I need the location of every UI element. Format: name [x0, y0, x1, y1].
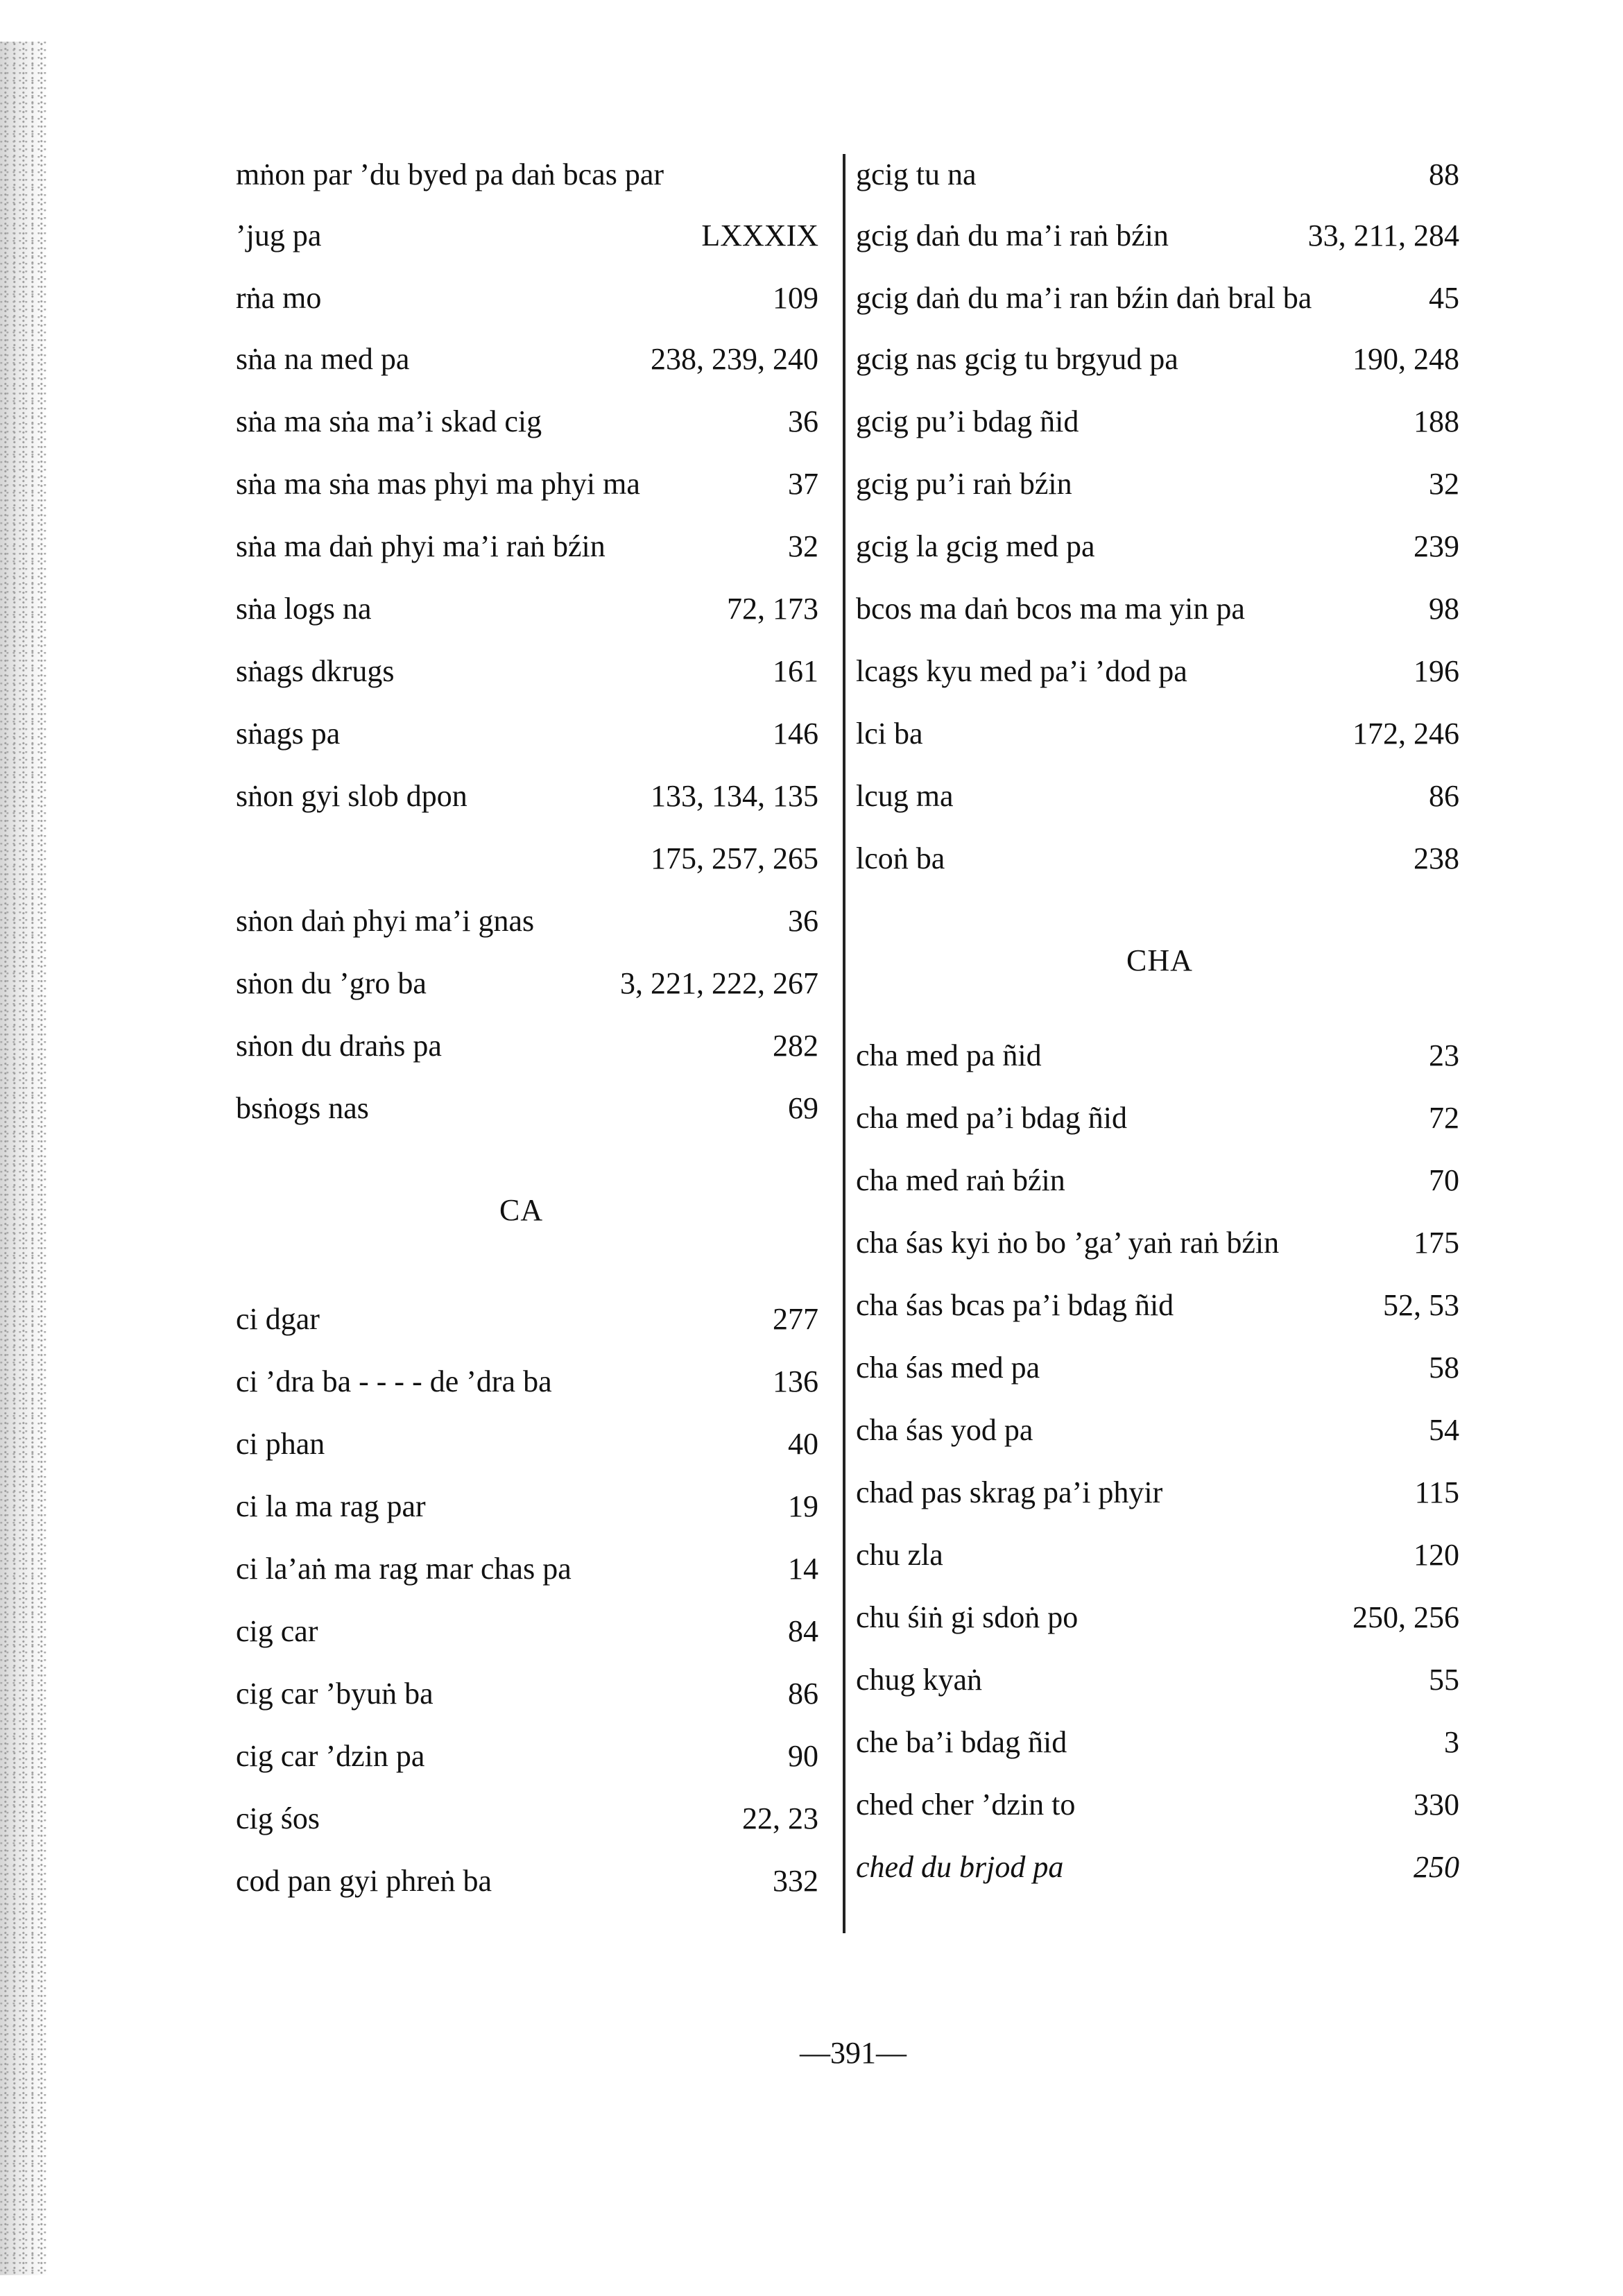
index-entry: [236, 769, 818, 824]
index-entry: [856, 208, 1459, 264]
page-references: 133, 134, 135: [651, 779, 818, 813]
index-term: sṅon gyi slob dpon: [236, 779, 467, 813]
page-references: 120: [1414, 1538, 1459, 1572]
index-entry: [856, 1403, 1459, 1458]
index-entry: [236, 893, 818, 949]
page-references: 175, 257, 265: [651, 841, 818, 875]
index-term: sṅags dkrugs: [236, 654, 395, 688]
index-entry: [236, 1729, 818, 1784]
page-references: 190, 248: [1352, 342, 1459, 376]
section-heading: CA: [499, 1193, 544, 1227]
page-references: 175: [1414, 1226, 1459, 1260]
page-references: 14: [788, 1552, 818, 1586]
index-entry: [856, 519, 1459, 574]
page-references: 32: [1429, 467, 1459, 501]
index-term: ci ’dra ba - - - - de ’dra ba: [236, 1364, 552, 1398]
index-term: lcoṅ ba: [856, 841, 945, 875]
index-entry: [236, 1604, 818, 1659]
index-entry: [236, 271, 818, 326]
index-entry: [236, 1541, 818, 1597]
index-entry: [236, 519, 818, 574]
page-references: 36: [788, 404, 818, 438]
index-entry: [236, 581, 818, 637]
index-term: cha med pa ñid: [856, 1038, 1042, 1072]
page-references: 188: [1414, 404, 1459, 438]
index-term: gcig daṅ du ma’i ran bźin daṅ bral ba: [856, 281, 1312, 315]
page-references: 332: [773, 1864, 818, 1898]
index-entry: [236, 956, 818, 1011]
index-term: rṅa mo: [236, 281, 322, 315]
index-term: bcos ma daṅ bcos ma ma yin pa: [856, 592, 1245, 626]
index-term: cig car: [236, 1614, 318, 1648]
index-term: cha śas med pa: [856, 1351, 1040, 1385]
page-references: 277: [773, 1302, 818, 1336]
index-term: chu śiṅ gi sdoṅ po: [856, 1600, 1079, 1634]
page-references: 23: [1429, 1038, 1459, 1072]
index-term: cha med pa’i bdag ñid: [856, 1101, 1127, 1135]
index-term: sṅon daṅ phyi ma’i gnas: [236, 904, 535, 938]
index-term: gcig pu’i raṅ bźin: [856, 467, 1072, 501]
index-term: sṅa logs na: [236, 592, 372, 626]
index-entry: [856, 706, 1459, 762]
page-references: 36: [788, 904, 818, 938]
index-term: ci la’aṅ ma rag mar chas pa: [236, 1552, 572, 1586]
index-term: ched du brjod pa: [856, 1850, 1064, 1884]
index-term: ci phan: [236, 1427, 325, 1461]
index-term: ci dgar: [236, 1302, 320, 1336]
page-references: 45: [1429, 281, 1459, 315]
index-entry: [856, 1652, 1459, 1708]
index-entry: [856, 644, 1459, 699]
index-term: chad pas skrag pa’i phyir: [856, 1475, 1163, 1509]
index-entry: [856, 769, 1459, 824]
index-entry: [236, 456, 818, 512]
page-references: 250, 256: [1352, 1600, 1459, 1634]
page-references: 136: [773, 1364, 818, 1398]
index-entry: [856, 1153, 1459, 1208]
index-entry: [236, 1018, 818, 1074]
index-term: gcig nas gcig tu brgyud pa: [856, 342, 1178, 376]
page-references: 40: [788, 1427, 818, 1461]
index-entry: [856, 1777, 1459, 1833]
index-entry: [236, 1666, 818, 1722]
page-references: 239: [1414, 529, 1459, 563]
index-entry: [856, 1028, 1459, 1083]
index-entry: [236, 1791, 818, 1847]
index-entry: [236, 1292, 818, 1347]
index-term: sṅa na med pa: [236, 342, 410, 376]
index-entry: [236, 332, 818, 387]
index-entry: [856, 332, 1459, 387]
index-entry: [856, 581, 1459, 637]
index-term: cig car ’byuṅ ba: [236, 1677, 433, 1711]
index-term: gcig la gcig med pa: [856, 529, 1095, 563]
page-references: 330: [1414, 1788, 1459, 1822]
page-references: 54: [1429, 1413, 1459, 1447]
page-references: 72: [1429, 1101, 1459, 1135]
index-term: chug kyaṅ: [856, 1663, 983, 1697]
index-term: sṅags pa: [236, 717, 341, 751]
index-entry: [856, 831, 1459, 886]
page-references: 86: [1429, 779, 1459, 813]
index-entry: [856, 1590, 1459, 1645]
index-term: cig car ’dzin pa: [236, 1739, 425, 1773]
page-references: 250: [1414, 1850, 1459, 1884]
index-entry: [856, 1278, 1459, 1333]
index-term: sṅon du draṅs pa: [236, 1029, 442, 1063]
index-term: cha śas bcas pa’i bdag ñid: [856, 1288, 1174, 1322]
page-references: 109: [773, 281, 818, 315]
index-entry: [856, 1527, 1459, 1583]
index-term: ched cher ’dzin to: [856, 1788, 1076, 1822]
page-references: 70: [1429, 1163, 1459, 1197]
page-references: 115: [1414, 1475, 1459, 1509]
page-references: 69: [788, 1091, 818, 1125]
index-entry: [856, 394, 1459, 449]
index-term: cha med raṅ bźin: [856, 1163, 1065, 1197]
page-references: 238: [1414, 841, 1459, 875]
index-term: gcig daṅ du ma’i raṅ bźin: [856, 219, 1169, 252]
page-references: 146: [773, 717, 818, 751]
page-references: 88: [1429, 157, 1459, 191]
index-entry: [236, 644, 818, 699]
index-entry: [856, 1465, 1459, 1520]
page-references: 37: [788, 467, 818, 501]
index-entry: [236, 394, 818, 449]
page-references: 3, 221, 222, 267: [620, 966, 818, 1000]
index-term: bsṅogs nas: [236, 1091, 369, 1125]
index-term: che ba’i bdag ñid: [856, 1725, 1067, 1759]
index-entry: [236, 831, 818, 886]
scanned-page-edge: [0, 42, 49, 2275]
index-entry: [236, 1081, 818, 1136]
index-entry: [236, 706, 818, 762]
page-number: —391—: [800, 2036, 907, 2070]
index-entry: [236, 1354, 818, 1410]
page-references: 72, 173: [727, 592, 818, 626]
index-entry: [856, 1090, 1459, 1146]
index-entry: [856, 456, 1459, 512]
page-references: 238, 239, 240: [651, 342, 818, 376]
index-entry: [236, 147, 818, 203]
index-entry: [236, 1416, 818, 1472]
index-term: cha śas kyi ṅo bo ’ga’ yaṅ raṅ bźin: [856, 1226, 1280, 1260]
index-term: lci ba: [856, 717, 923, 751]
page-references: 3: [1444, 1725, 1459, 1759]
index-term: ci la ma rag par: [236, 1489, 426, 1523]
page-references: 33, 211, 284: [1307, 219, 1459, 252]
index-term: sṅa ma daṅ phyi ma’i raṅ bźin: [236, 529, 606, 563]
page-references: LXXXIX: [701, 219, 818, 252]
index-term: gcig pu’i bdag ñid: [856, 404, 1079, 438]
page-references: 22, 23: [742, 1801, 818, 1835]
index-term: sṅon du ’gro ba: [236, 966, 427, 1000]
page-references: 55: [1429, 1663, 1459, 1697]
page-references: 98: [1429, 592, 1459, 626]
page-references: 58: [1429, 1351, 1459, 1385]
index-term: mṅon par ’du byed pa daṅ bcas par: [236, 157, 664, 191]
index-entry: [856, 1840, 1459, 1895]
index-entry: [856, 1215, 1459, 1271]
page-references: 282: [773, 1029, 818, 1063]
index-entry: [856, 1340, 1459, 1396]
index-entry: [236, 1853, 818, 1909]
index-term: sṅa ma sṅa ma’i skad cig: [236, 404, 542, 438]
index-entry: [856, 271, 1459, 326]
index-term: chu zla: [856, 1538, 943, 1572]
section-heading: CHA: [1126, 943, 1193, 977]
index-term: cha śas yod pa: [856, 1413, 1033, 1447]
index-term: ’jug pa: [236, 219, 322, 252]
index-term: sṅa ma sṅa mas phyi ma phyi ma: [236, 467, 640, 501]
page-references: 52, 53: [1383, 1288, 1459, 1322]
index-term: cig śos: [236, 1801, 320, 1835]
index-term: cod pan gyi phreṅ ba: [236, 1864, 492, 1898]
page-references: 86: [788, 1677, 818, 1711]
column-divider: [843, 154, 845, 1933]
page-references: 19: [788, 1489, 818, 1523]
index-entry: [856, 147, 1459, 203]
page-references: 161: [773, 654, 818, 688]
index-term: lcags kyu med pa’i ’dod pa: [856, 654, 1187, 688]
index-entry: [856, 1715, 1459, 1770]
page-references: 32: [788, 529, 818, 563]
page-references: 172, 246: [1352, 717, 1459, 751]
index-entry: [236, 208, 818, 264]
page-references: 196: [1414, 654, 1459, 688]
index-entry: [236, 1479, 818, 1534]
page-references: 90: [788, 1739, 818, 1773]
index-term: lcug ma: [856, 779, 954, 813]
page-references: 84: [788, 1614, 818, 1648]
index-term: gcig tu na: [856, 157, 977, 191]
